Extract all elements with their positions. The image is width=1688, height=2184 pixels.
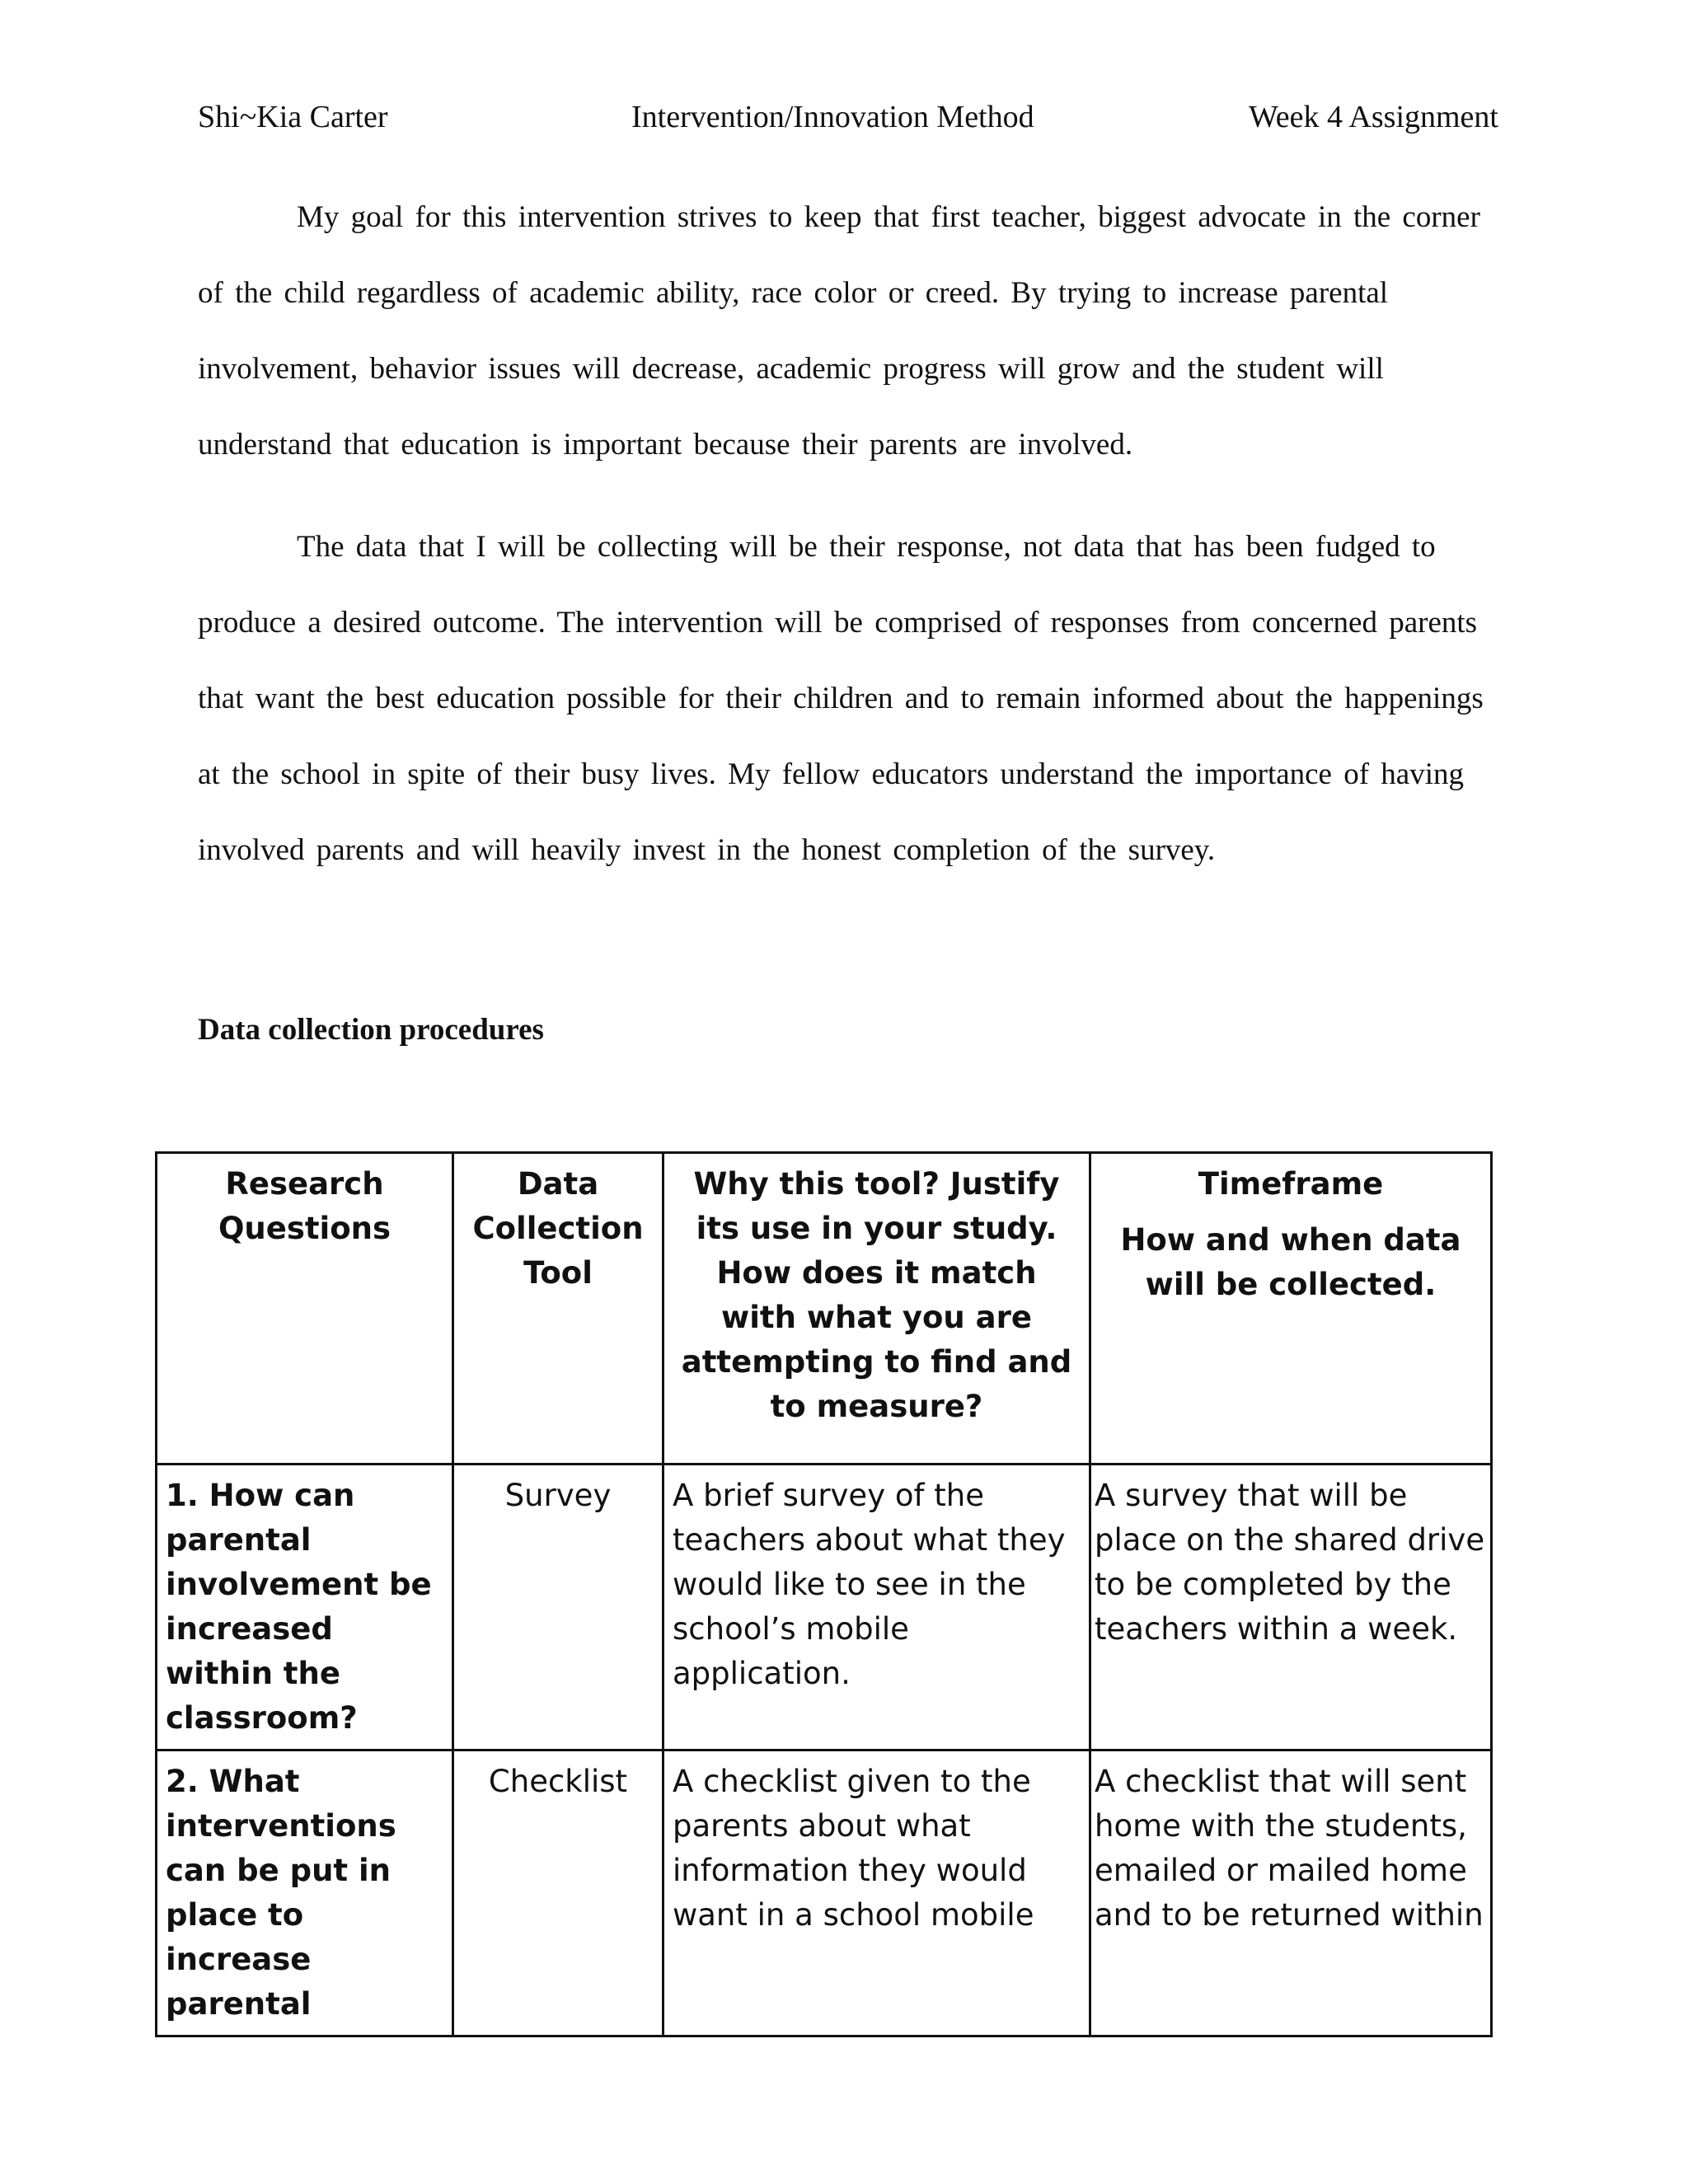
research-question-cell: 2. What interventions can be put in place to increase parental (157, 1750, 453, 2036)
tool-cell: Checklist (453, 1750, 663, 2036)
research-question-cell: 1. How can parental involvement be increased within the classroom? (157, 1465, 453, 1750)
table-row (157, 1465, 1492, 1750)
header-why-line-2: How does it match with what you are attempting to find and to measure? (681, 1255, 1072, 1424)
header-why-this-tool (663, 1153, 1090, 1465)
timeframe-cell: A survey that will be place on the shared drive to be completed by the teachers within a week. (1090, 1465, 1492, 1750)
header-assignment: Week 4 Assignment (1248, 100, 1498, 134)
data-collection-table (155, 1151, 1493, 2037)
table-row (157, 1750, 1492, 2036)
tool-cell: Survey (453, 1465, 663, 1750)
header-data-collection-tool: Data Collection Tool (453, 1153, 663, 1465)
paragraph-data: The data that I will be collecting will be their response, not data that has been fudged to produce a desired outcome. The intervention will be comprised of responses from concerned parents that want the best education possible for their children and to remain informed about the happenings at the school in spite of their busy lives. My fellow educators understand the importance of having involved parents and will heavily invest in the honest completion of the survey. (198, 530, 1484, 867)
paragraph-goal: My goal for this intervention strives to keep that first teacher, biggest advocate in the corner of the child regardless of academic ability, race color or creed. By trying to increase parental involvement, behavior issues will decrease, academic progress will grow and the student will understand that education is important because their parents are involved. (198, 200, 1480, 462)
header-research-questions: Research Questions (157, 1153, 453, 1465)
header-author: Shi~Kia Carter (198, 100, 388, 134)
header-why-line-1: Why this tool? Justify its use in your study. (693, 1166, 1060, 1246)
header-timeframe (1090, 1153, 1492, 1465)
justification-cell: A brief survey of the teachers about what they would like to see in the school’s mobile application. (663, 1465, 1090, 1750)
timeframe-cell: A checklist that will sent home with the students, emailed or mailed home and to be returned within (1090, 1750, 1492, 2036)
header-title: Intervention/Innovation Method (631, 100, 1034, 134)
running-header (198, 92, 1498, 142)
justification-cell: A checklist given to the parents about what information they would want in a school mobile (663, 1750, 1090, 2036)
header-timeframe-line-1: Timeframe (1198, 1166, 1384, 1202)
header-timeframe-line-2: How and when data will be collected. (1120, 1222, 1461, 1302)
table-header-row (157, 1153, 1492, 1465)
section-heading: Data collection procedures (198, 1013, 544, 1047)
